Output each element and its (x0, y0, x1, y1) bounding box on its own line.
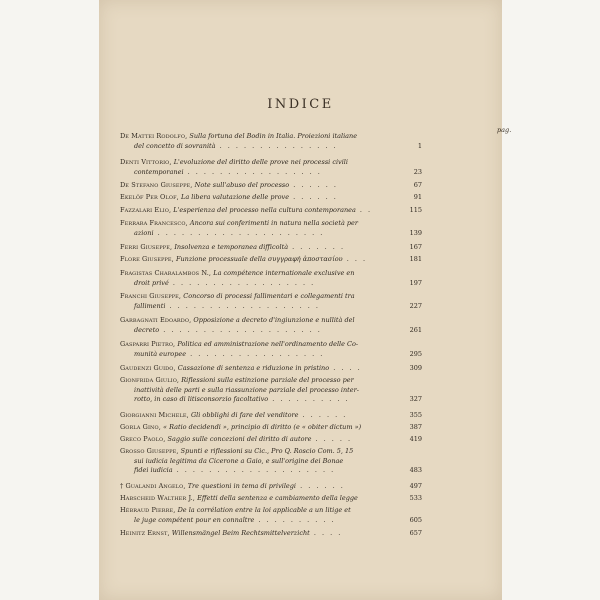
entry-title: Opposizione a decreto d'ingiunzione e nullità del (193, 316, 355, 324)
entry-author: Gorla Gino, (120, 423, 164, 431)
entry-title: L'esperienza del processo nella cultura contemporanea (173, 206, 356, 214)
index-entry (120, 158, 422, 177)
entry-title: azioni (134, 228, 154, 237)
entry-line (120, 181, 422, 191)
entry-line (120, 494, 422, 504)
index-entry (120, 193, 422, 203)
entry-line (120, 457, 422, 467)
entry-author: Ferri Giuseppe, (120, 243, 175, 251)
entry-author: Ekelöf Per Olof, (120, 193, 181, 201)
entry-line (120, 364, 422, 374)
entry-page-number: 139 (409, 228, 422, 237)
entry-line (120, 395, 422, 405)
entry-title: sui iudicia legitima da Cicerone a Gaio, e sull'origine dei Bonae (134, 456, 344, 465)
entry-title: Concorso di processi fallimentari e collegamenti tra (183, 292, 355, 300)
index-entry (120, 364, 422, 374)
entry-page-number: 327 (409, 395, 422, 404)
entry-line (120, 386, 422, 396)
leader-dots: . . . . . . . . . . . . . . . . . (183, 167, 322, 176)
leader-dots: . . (355, 206, 373, 214)
index-entry (120, 255, 422, 265)
entry-page-number: 387 (409, 423, 422, 431)
index-entry (120, 435, 422, 445)
entry-page-number: 657 (409, 529, 422, 537)
leader-dots: . . . . . . . . . . . . . . . . . . . . (159, 325, 322, 334)
entry-title: Ancora sui conferimenti in natura nella società per (189, 219, 359, 227)
leader-dots: . . . . . . (289, 181, 338, 189)
entry-line (120, 219, 422, 229)
leader-dots: . . . . . . . . . . (254, 515, 336, 524)
index-entry (120, 423, 422, 433)
entry-page-number: 295 (409, 349, 422, 358)
leader-dots: . . . . . (311, 435, 353, 443)
entry-line (120, 516, 422, 526)
entry-author: Flore Giuseppe, (120, 255, 176, 263)
entry-line (120, 302, 422, 312)
entry-title: De la corrélation entre la loi applicable a un litige et (177, 506, 351, 514)
entry-title: Willensmängel Beim Rechtsmittelverzicht (171, 529, 310, 537)
entry-line (120, 506, 422, 516)
entry-page-number: 605 (409, 515, 422, 524)
entry-author: Grosso Giuseppe, (120, 447, 181, 455)
entry-author: Franchi Giuseppe, (120, 292, 184, 300)
index-entry (120, 482, 422, 492)
entry-page-number: 483 (409, 466, 422, 475)
entry-title: L'evoluzione del diritto delle prove nei processi civili (173, 158, 348, 166)
leader-dots: . . . . (329, 364, 362, 372)
entry-line (120, 376, 422, 386)
index-entry (120, 243, 422, 253)
entry-title: Politica ed amministrazione nell'ordinamento delle Co- (177, 340, 359, 348)
entry-line (120, 529, 422, 539)
index-entry (120, 506, 422, 525)
leader-dots: . . . . . . . . . . (268, 395, 350, 404)
entry-title: rotto, in caso di litisconsorzio facoltativo (134, 395, 269, 404)
entry-title: Note sull'abuso del processo (194, 181, 290, 189)
entry-line (120, 243, 422, 253)
leader-dots: . . . . . . . . . . . . . . . (215, 141, 338, 150)
page-column-label: pag. (497, 126, 512, 134)
leader-dots: . . . . . . . . . . . . . . . . . (186, 349, 325, 358)
leader-dots: . . . . . . . . . . . . . . . . . . . . (172, 466, 336, 475)
index-entry (120, 529, 422, 539)
entry-line (120, 255, 422, 265)
entry-title: La compétence internationale exclusive en (213, 269, 355, 277)
entry-line (120, 482, 422, 492)
entry-author: Denti Vittorio, (120, 158, 174, 166)
entry-page-number: 227 (409, 301, 422, 310)
entry-page-number: 533 (409, 494, 422, 502)
leader-dots: . . . . . . . . . . . . . . . . . . . . . (153, 228, 325, 237)
entry-title: Spunti e riflessioni su Cic., Pro Q. Roscio Com. 5, 15 (180, 447, 354, 455)
entry-line (120, 466, 422, 476)
entry-title: Effetti della sentenza e cambiamento della legge (197, 494, 358, 502)
entry-line (120, 158, 422, 168)
leader-dots: . . . . . . . . . . . . . . . . . . (168, 278, 316, 287)
entry-line (120, 168, 422, 178)
entry-page-number: 197 (409, 278, 422, 287)
entry-title: Cassazione di sentenza e riduzione in pristino (177, 364, 330, 372)
index-entry (120, 181, 422, 191)
index-entry (120, 494, 422, 504)
entry-author: De Mattei Rodolfo, (120, 132, 190, 140)
entry-author: † Gualandi Angelo, (120, 482, 188, 490)
entry-line (120, 142, 422, 152)
entry-author: Hébraud Pierre, (120, 506, 178, 514)
entry-title: La libera valutazione delle prove (181, 193, 290, 201)
entry-title: « Ratio decidendi », principio di diritto (e « obiter dictum ») (163, 423, 362, 431)
index-entry (120, 219, 422, 238)
entry-author: Gasparri Pietro, (120, 340, 178, 348)
leader-dots: . . . . (309, 529, 343, 537)
entry-title: le juge compétent pour en connaître (134, 515, 255, 524)
entry-line (120, 316, 422, 326)
entry-page-number: 115 (409, 206, 422, 214)
leader-dots: . . . . . . (289, 193, 338, 201)
leader-dots: . . . (342, 255, 368, 263)
index-entry (120, 206, 422, 216)
page-title: INDICE (267, 97, 334, 112)
index-entry (120, 376, 422, 405)
entry-author: Ferrara Francesco, (120, 219, 190, 227)
entry-title: contemporanei (134, 167, 184, 176)
entry-author: Garbagnati Edoardo, (120, 316, 194, 324)
entry-page-number: 23 (413, 167, 422, 176)
entry-line (120, 229, 422, 239)
entry-line (120, 292, 422, 302)
index-entry (120, 132, 422, 151)
entry-page-number: 261 (409, 325, 422, 334)
index-entry (120, 340, 422, 359)
entry-author: Gaudenzi Guido, (120, 364, 178, 372)
entry-page-number: 91 (413, 193, 422, 201)
index-entry (120, 292, 422, 311)
entry-title: Riflessioni sulla estinzione parziale del processo per (181, 376, 354, 384)
entry-author: De Stefano Giuseppe, (120, 181, 195, 189)
entry-title: droit privé (134, 278, 169, 287)
index-entry (120, 316, 422, 335)
entry-author: Heinitz Ernst, (120, 529, 172, 537)
entry-page-number: 497 (409, 482, 422, 490)
entry-line (120, 350, 422, 360)
entry-line (120, 423, 422, 433)
entry-title: Sulla fortuna del Bodin in Italia. Proiezioni italiane (189, 132, 358, 140)
entry-title: inattività delle parti e sulla riassunzione parziale del processo inter- (134, 385, 359, 394)
entry-title: Saggio sulle concezioni del diritto di autore (167, 435, 312, 443)
entry-author: Fragistas Charalambos N., (120, 269, 214, 277)
index-entry (120, 447, 422, 476)
entry-line (120, 132, 422, 142)
entry-title: Funzione processuale della συγγραφή ἀποστασίου (175, 255, 343, 263)
entry-line (120, 340, 422, 350)
entry-title: Tre questioni in tema di privilegi (187, 482, 296, 490)
entry-author: Greco Paolo, (120, 435, 168, 443)
entry-title: del concetto di sovranità (134, 141, 216, 150)
entry-author: Fazzalari Elio, (120, 206, 174, 214)
entry-line (120, 206, 422, 216)
entry-title: fidei iudicia (134, 466, 173, 475)
entry-title: Insolvenza e temporanea difficoltà (174, 243, 289, 251)
entry-page-number: 181 (409, 255, 422, 263)
entry-page-number: 167 (409, 243, 422, 251)
leader-dots: . . . . . . . (288, 243, 346, 251)
entry-line (120, 279, 422, 289)
entry-author: Habscheid Walther J., (120, 494, 198, 502)
entry-line (120, 435, 422, 445)
index-entry (120, 411, 422, 421)
entry-line (120, 326, 422, 336)
leader-dots: . . . . . . (298, 411, 348, 419)
index-entry (120, 269, 422, 288)
entry-page-number: 355 (409, 411, 422, 419)
entry-page-number: 419 (409, 435, 422, 443)
leader-dots: . . . . . . . . . . . . . . . . . . . (165, 301, 320, 310)
entry-page-number: 309 (409, 364, 422, 372)
entry-line (120, 269, 422, 279)
entry-page-number: 1 (417, 141, 422, 150)
entry-title: Gli obblighi di fare del venditore (190, 411, 299, 419)
entry-line (120, 411, 422, 421)
entry-title: fallimenti (134, 301, 166, 310)
entry-page-number: 67 (413, 181, 422, 189)
entry-line (120, 447, 422, 457)
entry-author: Gionfrida Giulio, (120, 376, 182, 384)
leader-dots: . . . . . . (296, 482, 345, 490)
entry-title: munità europee (134, 349, 187, 358)
entry-title: decreto (134, 325, 160, 334)
entry-author: Giorgianni Michele, (120, 411, 191, 419)
entry-line (120, 193, 422, 203)
